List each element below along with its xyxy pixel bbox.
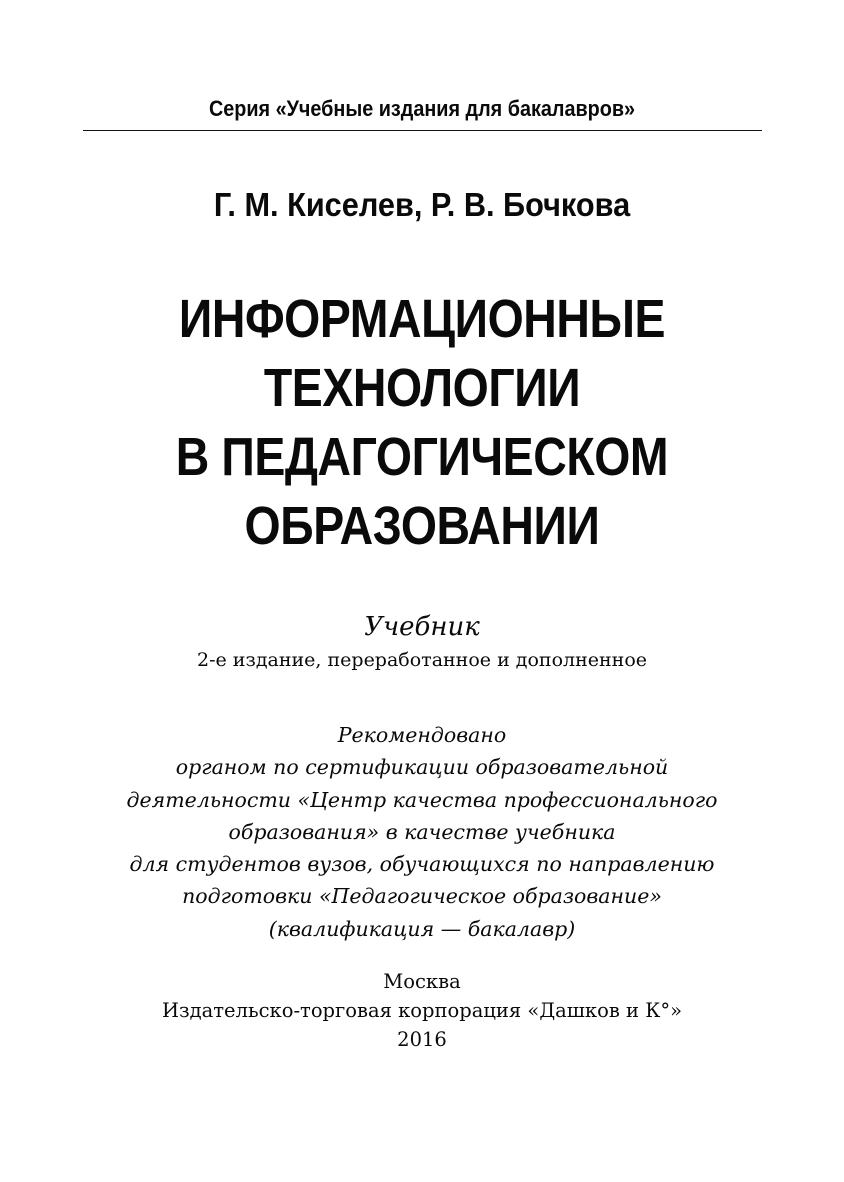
imprint-year: 2016 [397,1028,447,1051]
recommendation-line: для студентов вузов, обучающихся по направлению [129,852,715,877]
book-title-line: ТЕХНОЛОГИИ [263,358,581,418]
book-title-line: В ПЕДАГОГИЧЕСКОМ [175,427,669,487]
recommendation-line: органом по сертификации образовательной [175,755,669,780]
imprint-block [0,967,844,1054]
recommendation-line: образования» в качестве учебника [228,819,616,844]
imprint-publisher: Издательско-торговая корпорация «Дашков и К°» [161,999,683,1022]
recommendation-line: подготовки «Педагогическое образование» [182,884,662,909]
series-name: Серия «Учебные издания для бакалавров» [208,96,636,121]
book-title [59,285,785,561]
header-divider [83,130,762,131]
edition-note: 2-е издание, переработанное и дополненное [197,649,647,671]
recommendation-line: (квалификация — бакалавр) [268,916,576,941]
recommendation-line: Рекомендовано [337,723,507,747]
recommendation-line: деятельности «Центр качества профессионального [126,787,718,812]
book-title-line: ОБРАЗОВАНИИ [244,496,600,556]
publication-type: Учебник [364,612,480,642]
book-title-line: ИНФОРМАЦИОННЫЕ [178,289,666,349]
recommendation-block [0,719,844,945]
authors: Г. М. Киселев, Р. В. Бочкова [213,186,631,223]
imprint-city: Москва [383,970,461,993]
